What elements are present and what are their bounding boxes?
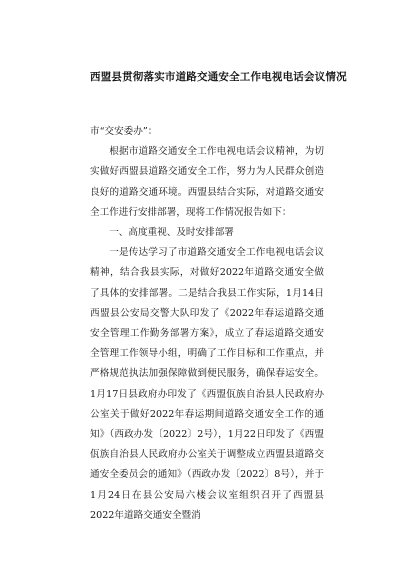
- intro-paragraph: 根据市道路交通安全工作电视电话会议精神，为切实做好西盟县道路交通安全工作，努力为人民群众创造良好的道路交通环境。西盟县结合实际，对道路交通安全工作进行安排部署，现将工作情况报告如下：: [90, 146, 324, 218]
- document-body: [90, 122, 324, 526]
- section-heading-1: 一、高度重视、及时安排部署: [109, 227, 234, 239]
- document-title: 西盟县贯彻落实市道路交通安全工作电视电话会议情况: [90, 71, 347, 83]
- salutation: 市“交安委办”：: [90, 126, 158, 137]
- section-1-paragraph: 一是传达学习了市道路交通安全工作电视电话会议精神，结合我县实际，对做好2022年道路交通安全做了具体的安排部署。二是结合我县工作实际，1月14日西盟县公安局交警大队印发了《2022年春运道路交通安全管理工作勤务部署方案》，成立了春运道路交通安全管理工作领导小组，明确了工作目标和工作重点，并严格规范执法加强保障做到便民服务，确保春运安全。1月17日县政府办印发了《西盟佤族自治县人民政府办公室关于做好2022年春运期间道路交通安全工作的通知》（西政办发〔2022〕2号），1月22日印发了《西盟佤族自治县人民政府办公室关于调整成立西盟县道路交通安全委员会的通知》（西政办发〔2022〕8号），并于1月24日在县公安局六楼会议室组织召开了西盟县2022年道路交通安全暨消: [90, 247, 324, 521]
